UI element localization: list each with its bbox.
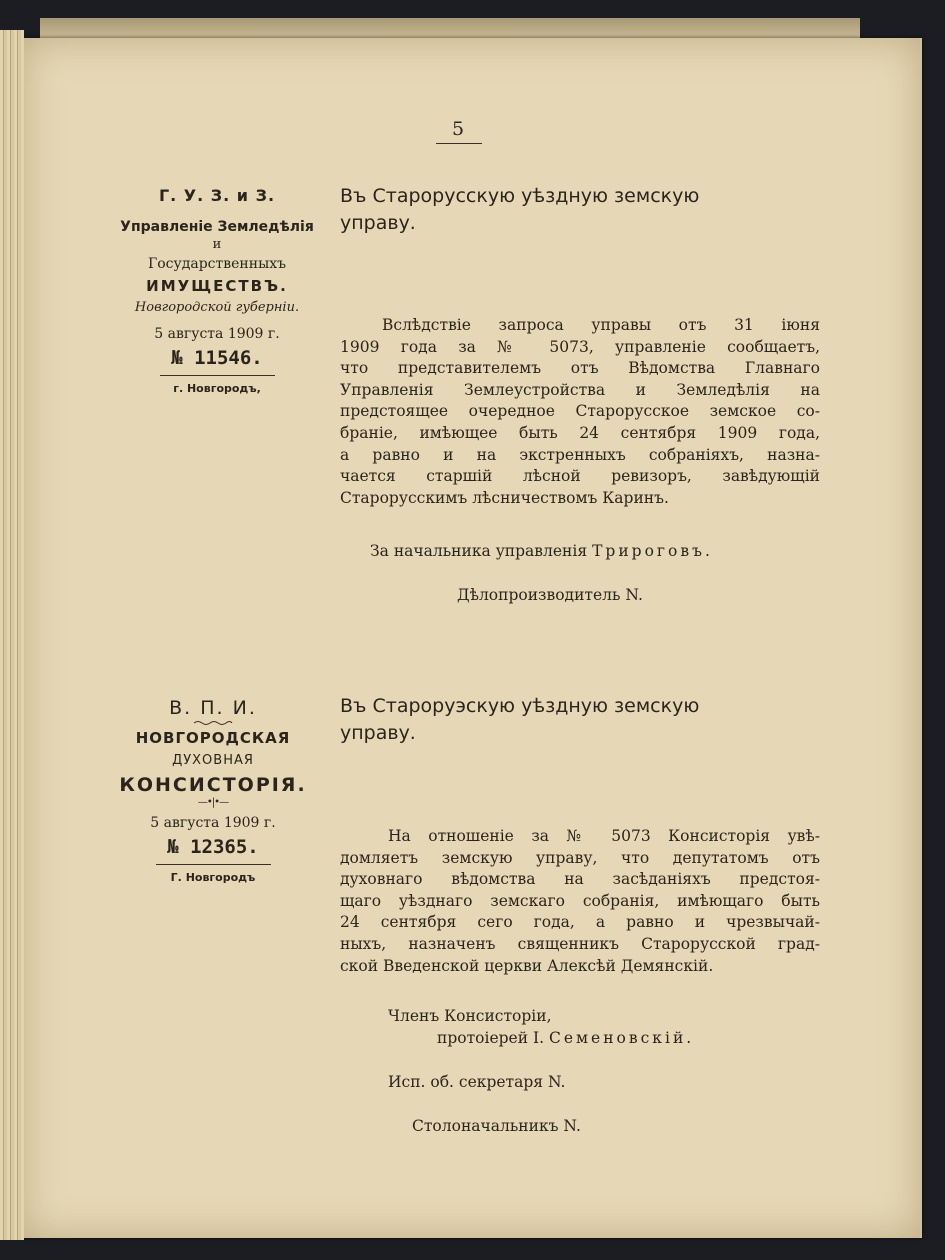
doc1-org-abbr: Г. У. З. и З. [158, 186, 276, 205]
doc1-addressee [340, 183, 840, 237]
doc1-org-line1: Управленіе Земледѣлія [120, 219, 314, 235]
doc1-body [340, 315, 820, 509]
doc2-addressee-line: Въ Староруэскую уѣздную земскую [340, 695, 700, 717]
doc2-letterhead [88, 696, 338, 884]
doc1-letterhead [92, 186, 342, 395]
doc2-date: 5 августа 1909 г. [150, 815, 276, 831]
doc1-body-line: чается старшій лѣсной ревизоръ, завѣдующій [340, 467, 820, 486]
doc2-city: Г. Новгородъ [170, 871, 256, 884]
doc2-body-line: ской Введенской церкви Алексѣй Демянскій. [340, 956, 714, 975]
doc2-body-line: 24 сентября сего года, а равно и чрезвычай- [340, 913, 820, 932]
doc1-body-line: браніе, имѣющее быть 24 сентября 1909 года, [340, 423, 820, 442]
doc2-outgoing-number: № 12365. [167, 836, 259, 858]
doc2-ornament: —•|•— [197, 797, 229, 808]
page-number: 5 [451, 118, 465, 140]
doc1-addressee-line: Въ Старорусскую уѣздную земскую [340, 185, 700, 207]
page-left-edge [0, 30, 24, 1240]
doc1-signature-prefix: За начальника управленія [370, 542, 588, 560]
doc1-org-line5: Новгородской губерніи. [134, 300, 300, 315]
doc1-signature-name: Трироговъ. [592, 542, 713, 560]
doc2-priest-prefix: протоіерей І. [437, 1029, 545, 1047]
doc2-body-line: духовнаго вѣдомства на засѣданіяхъ предстоя- [340, 870, 820, 889]
doc2-body-line: домляетъ земскую управу, что депутатомъ отъ [340, 848, 820, 867]
doc1-addressee-line: управу. [340, 212, 416, 234]
page-top-edge [40, 18, 860, 40]
doc1-org-line3: Государственныхъ [147, 256, 287, 272]
doc1-body-line: а равно и на экстренныхъ собраніяхъ, назна- [340, 445, 820, 464]
doc2-org-line3: КОНСИСТОРІЯ. [119, 774, 307, 796]
doc2-member: Членъ Консисторіи, [388, 1007, 552, 1025]
doc2-org-abbr: В. П. И. [169, 697, 257, 719]
doc2-body-line: ныхъ, назначенъ священникъ Старорусской град- [340, 934, 820, 953]
doc2-addressee-line: управу. [340, 722, 416, 744]
doc2-body-line: щаго уѣзднаго земскаго собранія, имѣющаго быть [340, 891, 820, 910]
doc1-signature [370, 540, 713, 562]
doc2-org-line1: НОВГОРОДСКАЯ [135, 729, 291, 747]
doc1-outgoing-number: № 11546. [171, 347, 263, 369]
doc2-priest-name: Семеновскій. [548, 1029, 695, 1047]
doc1-clerk: Дѣлопроизводитель N. [457, 586, 643, 604]
doc2-body-line: На отношеніе за № 5073 Консисторія увѣ- [388, 827, 820, 845]
doc1-body-line: 1909 года за № 5073, управленіе сообщаетъ, [340, 337, 820, 356]
doc1-body-line: Управленія Землеустройства и Земледѣлія на [340, 380, 820, 399]
doc1-body-line: Вслѣдствіе запроса управы отъ 31 іюня [382, 316, 820, 334]
doc2-org-line2: ДУХОВНАЯ [172, 753, 254, 768]
doc2-addressee [340, 693, 840, 747]
doc1-date: 5 августа 1909 г. [154, 326, 280, 342]
doc2-priest [437, 1027, 694, 1049]
doc2-body [340, 826, 820, 977]
doc1-org-line4: ИМУЩЕСТВЪ. [146, 277, 288, 295]
doc1-city: г. Новгородъ, [173, 382, 261, 395]
doc2-clerk: Столоначальникъ N. [412, 1117, 581, 1135]
doc1-body-line: Старорусскимъ лѣсничествомъ Каринъ. [340, 488, 669, 507]
doc1-body-line: что представителемъ отъ Вѣдомства Главнаго [340, 359, 820, 378]
doc1-org-line2: и [212, 237, 222, 252]
doc1-body-line: предстоящее очередное Старорусское земское со- [340, 402, 820, 421]
page-number-rule [436, 143, 482, 144]
doc1-rule [160, 375, 275, 376]
doc2-rule [156, 864, 271, 865]
doc2-secretary: Исп. об. секретаря N. [388, 1073, 566, 1091]
